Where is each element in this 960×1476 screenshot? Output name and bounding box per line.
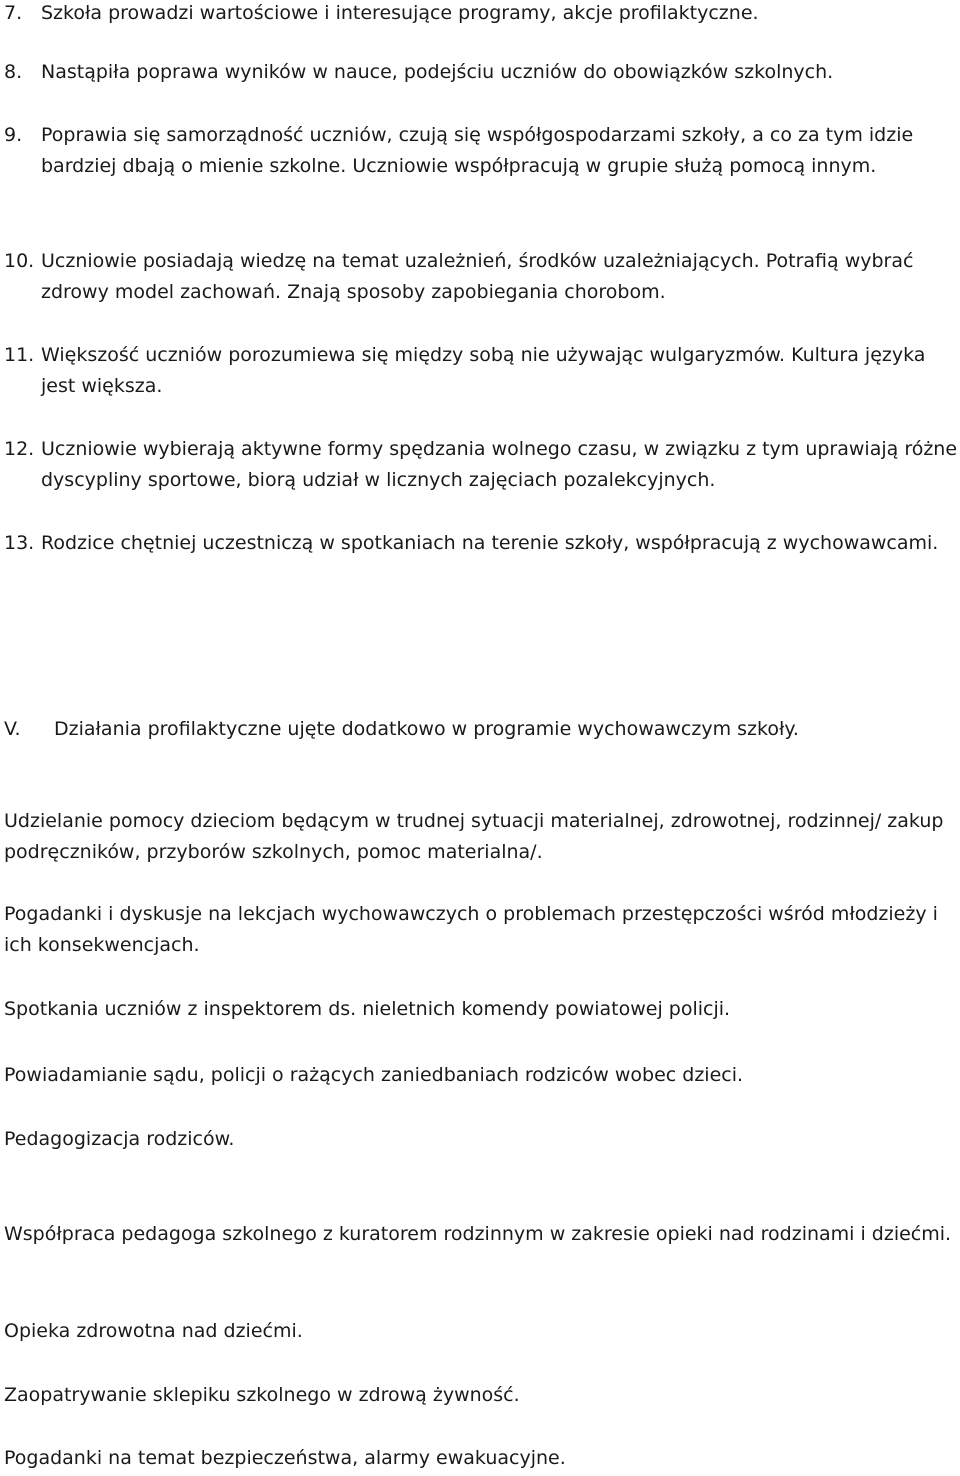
list-item — [4, 528, 959, 559]
list-item-text: Szkoła prowadzi wartościowe i interesujące programy, akcje profilaktyczne. — [41, 2, 759, 24]
list-item-text: Uczniowie wybierają aktywne formy spędzania wolnego czasu, w związku z tym uprawiają różne dyscypliny sportowe, biorą udział w licznych zajęciach pozalekcyjnych. — [41, 438, 958, 491]
list-item-number: 9. — [4, 124, 23, 146]
paragraph: Pogadanki i dyskusje na lekcjach wychowawczych o problemach przestępczości wśród młodzieży i ich konsekwencjach. — [4, 903, 938, 956]
list-item-number: 10. — [4, 250, 35, 272]
paragraph: Spotkania uczniów z inspektorem ds. nieletnich komendy powiatowej policji. — [4, 998, 731, 1020]
paragraph: Pedagogizacja rodziców. — [4, 1128, 235, 1150]
list-item-text: Poprawia się samorządność uczniów, czują się współgospodarzami szkoły, a co za tym idzie bardziej dbają o mienie szkolne. Uczniowie współpracują w grupie służą pomocą innym. — [41, 124, 914, 177]
list-item — [4, 434, 959, 496]
list-item — [4, 120, 959, 182]
list-item-text: Uczniowie posiadają wiedzę na temat uzależnień, środków uzależniających. Potrafią wybrać zdrowy model zachowań. Znają sposoby zapobiegania chorobom. — [41, 250, 914, 303]
paragraph: Opieka zdrowotna nad dziećmi. — [4, 1320, 303, 1342]
list-item — [4, 340, 959, 402]
list-item-text: Nastąpiła poprawa wyników w nauce, podejściu uczniów do obowiązków szkolnych. — [41, 61, 834, 83]
list-item-number: 11. — [4, 344, 35, 366]
list-item — [4, 57, 959, 88]
list-item-number: 12. — [4, 438, 35, 460]
paragraph: Powiadamianie sądu, policji o rażących zaniedbaniach rodziców wobec dzieci. — [4, 1064, 744, 1086]
list-item-number: 8. — [4, 61, 23, 83]
list-item — [4, 246, 959, 308]
paragraph: Udzielanie pomocy dzieciom będącym w trudnej sytuacji materialnej, zdrowotnej, rodzinnej/ zakup podręczników, przyborów szkolnych, pomoc materialna/. — [4, 810, 944, 863]
list-item — [4, 0, 959, 29]
paragraph: Współpraca pedagoga szkolnego z kuratorem rodzinnym w zakresie opieki nad rodzinami i dziećmi. — [4, 1223, 952, 1245]
section-number: V. — [4, 718, 21, 740]
list-item-text: Większość uczniów porozumiewa się między sobą nie używając wulgaryzmów. Kultura języka jest większa. — [41, 344, 926, 397]
list-item-number: 7. — [4, 2, 23, 24]
section-heading — [4, 714, 959, 745]
list-item-text: Rodzice chętniej uczestniczą w spotkaniach na terenie szkoły, współpracują z wychowawcami. — [41, 532, 939, 554]
paragraph: Pogadanki na temat bezpieczeństwa, alarmy ewakuacyjne. — [4, 1447, 566, 1469]
list-item-number: 13. — [4, 532, 35, 554]
section-title: Działania profilaktyczne ujęte dodatkowo w programie wychowawczym szkoły. — [54, 718, 799, 740]
paragraph: Zaopatrywanie sklepiku szkolnego w zdrową żywność. — [4, 1384, 520, 1406]
